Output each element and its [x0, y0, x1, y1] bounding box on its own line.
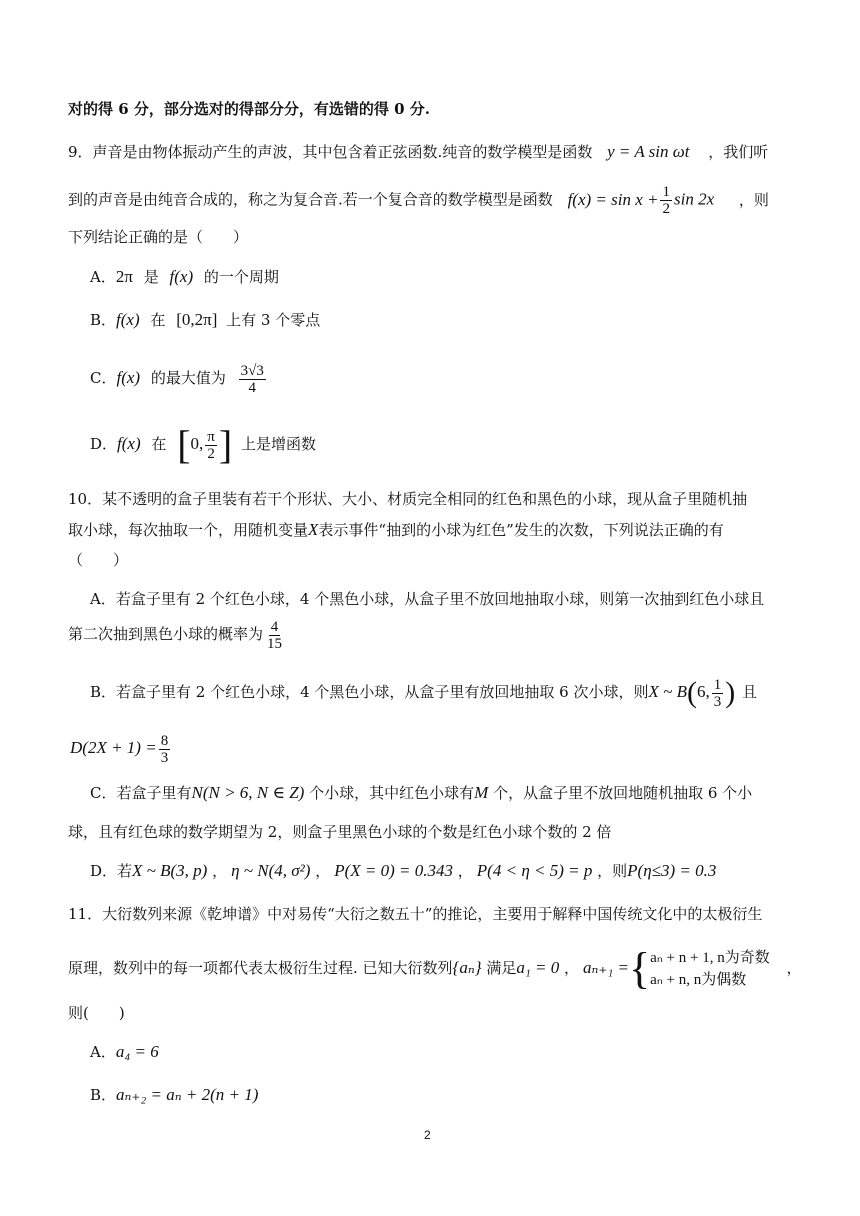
q10-option-c-line2: 球，且有红色球的数学期望为 2，则盒子里黑色小球的个数是红色小球个数的 2 倍	[68, 823, 612, 841]
q11-option-b: B．aₙ₊₂ = aₙ + 2(n + 1)	[90, 1085, 259, 1104]
q9-text: 到的声音是由纯音合成的，称之为复合音.若一个复合音的数学模型是函数	[68, 190, 553, 209]
q10-option-b-line2: D(2X + 1) = $\frac{8}{3}$	[70, 732, 169, 766]
q11-stem-line1: 11．大衍数列来源《乾坤谱》中对易传“大衍之数五十”的推论，主要用于解释中国传统文化中的太极衍生	[68, 905, 763, 923]
q9-text: 9．声音是由物体振动产生的声波，其中包含着正弦函数.纯音的数学模型是函数	[68, 143, 593, 161]
q10-option-d: D．若X ~ B(3, p) ， η ~ N(4, σ²) ， P(X = 0) = 0.343 ， P(4 < η < 5) = p ，则P(η≤3) = 0.3	[90, 861, 717, 880]
q11-stem-line3: 则( )	[68, 1004, 125, 1022]
q11-option-a: A．a₄ = 6	[90, 1042, 159, 1061]
q10-stem-line3: （ ）	[68, 551, 129, 569]
q9-frac-half: $\frac{1}{2}$	[662, 184, 670, 217]
q10-option-a-line1: A．若盒子里有 2 个红色小球，4 个黑色小球，从盒子里不放回地抽取小球，则第一次抽到红色小球且	[90, 590, 765, 608]
q10-option-a-line2: 第二次抽到黑色小球的概率为 $\frac{4}{15}$	[68, 618, 283, 652]
q9-formula-right: sin 2x	[673, 189, 715, 209]
q9-option-d: D．f(x) 在 [0, $\frac{\pi}{2}$ ] 上是增函数	[90, 422, 316, 467]
q10-option-c-line1: C．若盒子里有N(N > 6, N ∈ Z) 个小球，其中红色小球有M 个，从盒子里不放回地随机抽取 6 个小	[90, 783, 753, 802]
q9-stem-line2	[68, 184, 769, 217]
q10-stem-line2: 取小球，每次抽取一个，用随机变量X表示事件“抽到的小球为红色”发生的次数，下列说法正确的有	[68, 520, 724, 539]
page-number: 2	[424, 1128, 431, 1142]
q9-formula-left: f(x) = sin x +	[567, 189, 659, 209]
q9-formula-pure-tone: y = A sin ωt	[607, 142, 690, 161]
q10-stem-line1: 10．某不透明的盒子里装有若干个形状、大小、材质完全相同的红色和黑色的小球，现从盒子里随机抽	[68, 490, 748, 508]
q9-option-a: A．2π 是 f(x) 的一个周期	[90, 267, 279, 286]
q9-option-c: C．f(x) 的最大值为 $\frac{3√3}{4}$	[90, 362, 264, 396]
section-instruction: 对的得 6 分，部分选对的得部分分，有选错的得 0 分.	[68, 100, 430, 118]
q9-text: ，我们听	[708, 143, 769, 161]
q9-stem-line1	[68, 142, 768, 162]
q10-option-b-line1: B．若盒子里有 2 个红色小球，4 个黑色小球，从盒子里有放回地抽取 6 次小球，则X ~ B(6, $\frac{1}{3}$ ) 且	[90, 676, 758, 710]
q9-option-b: B．f(x) 在 [0,2π] 上有 3 个零点	[90, 310, 321, 329]
q9-text: ，则	[738, 190, 769, 209]
q9-stem-line3: 下列结论正确的是（ ）	[68, 228, 249, 246]
q11-stem-line2: 原理，数列中的每一项都代表太极衍生过程. 已知大衍数列{aₙ} 满足a₁ = 0 ， aₙ₊₁ ={ aₙ + n + 1, n为奇数 aₙ + n, n为偶数 ，	[68, 944, 802, 993]
